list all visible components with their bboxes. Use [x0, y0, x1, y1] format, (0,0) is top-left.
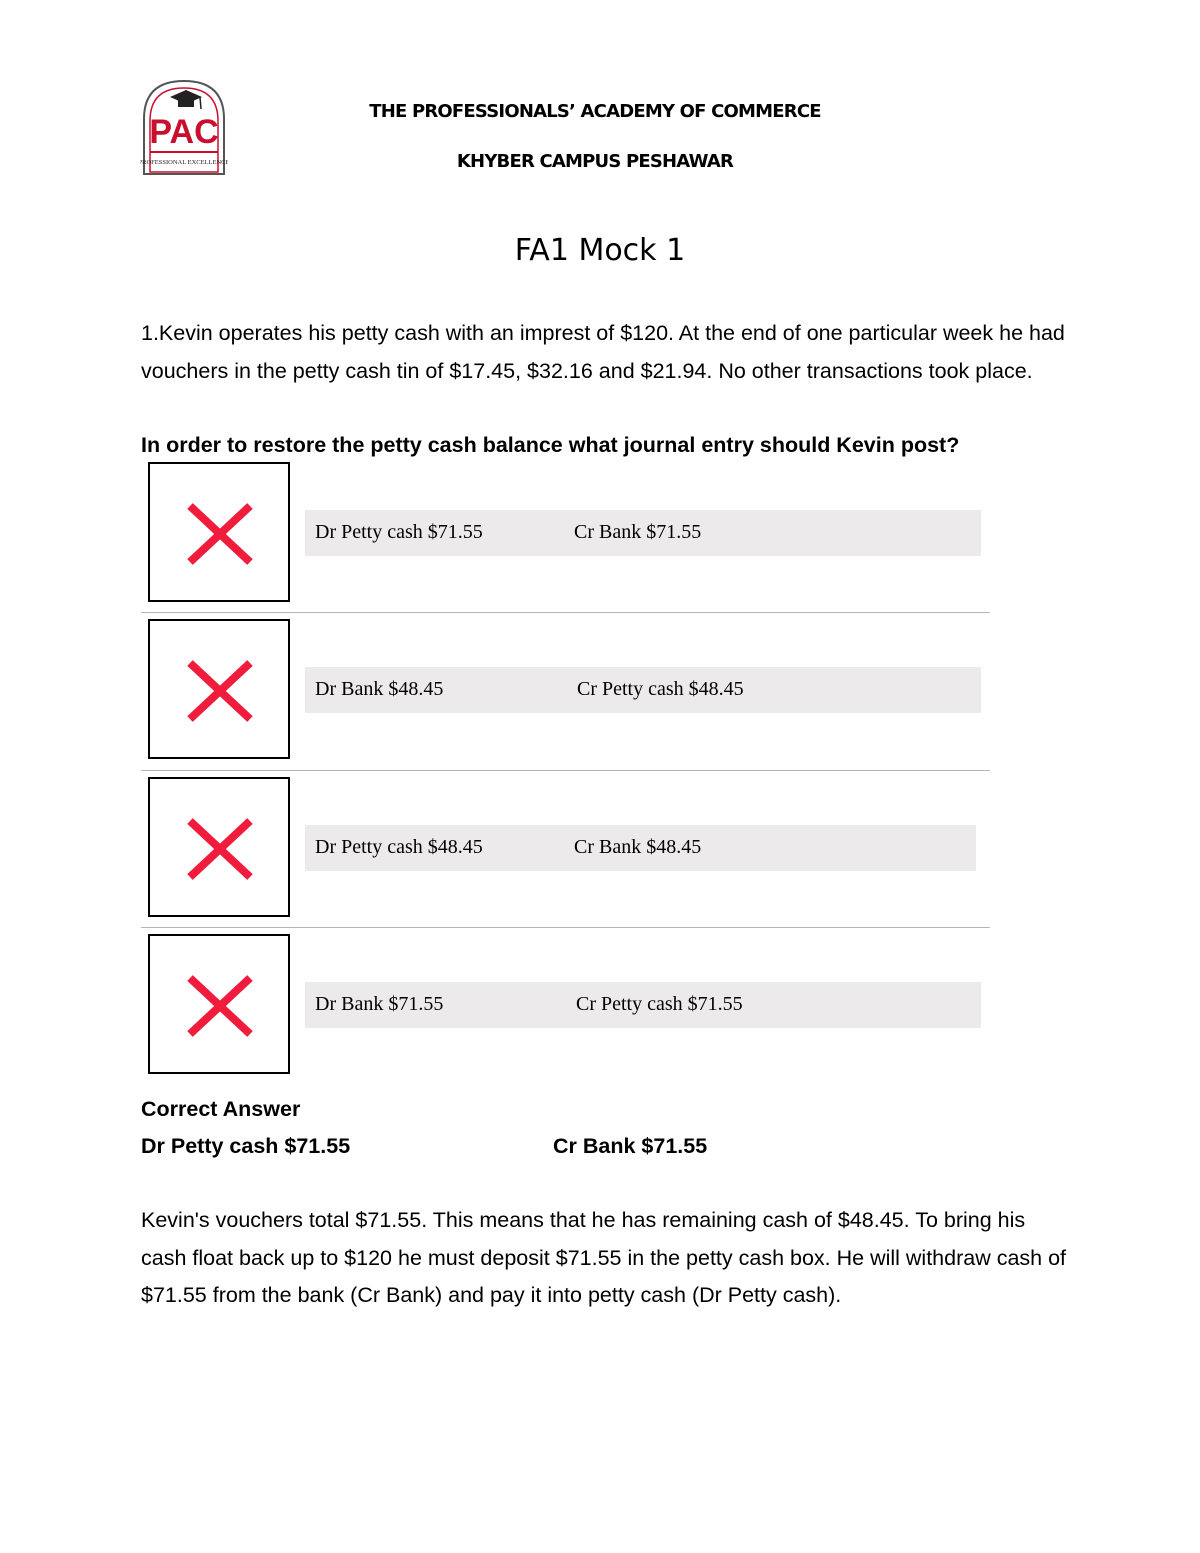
question-text: 1.Kevin operates his petty cash with an imprest of $120. At the end of one particular week he had vouchers in the petty cash tin of $17.45, $32.16 and $21.94. No other transactions took place.	[141, 321, 1065, 383]
option-1-checkbox[interactable]	[148, 462, 290, 602]
option-3-credit: Cr Bank $48.45	[574, 836, 702, 858]
option-1[interactable]	[305, 510, 981, 556]
svg-text:PROFESSIONAL EXCELLENCE: PROFESSIONAL EXCELLENCE	[140, 159, 228, 166]
option-2[interactable]	[305, 667, 981, 713]
cross-icon	[186, 974, 254, 1038]
campus-name: KHYBER CAMPUS PESHAWAR	[456, 151, 734, 172]
correct-answer-credit: Cr Bank $71.55	[553, 1134, 708, 1158]
option-4-credit: Cr Petty cash $71.55	[576, 993, 743, 1015]
option-2-credit: Cr Petty cash $48.45	[577, 678, 744, 700]
option-1-credit: Cr Bank $71.55	[574, 521, 702, 543]
correct-answer-label: Correct Answer	[141, 1097, 301, 1121]
option-3-checkbox[interactable]	[148, 777, 290, 917]
option-1-debit: Dr Petty cash $71.55	[315, 521, 483, 543]
option-4[interactable]	[305, 982, 981, 1028]
svg-text:PAC: PAC	[149, 113, 219, 151]
correct-answer-debit: Dr Petty cash $71.55	[141, 1134, 351, 1158]
cross-icon	[186, 817, 254, 881]
divider	[141, 927, 990, 928]
divider	[141, 612, 990, 613]
cross-icon	[186, 502, 254, 566]
option-3-debit: Dr Petty cash $48.45	[315, 836, 483, 858]
cross-icon	[186, 659, 254, 723]
pac-logo	[140, 79, 228, 175]
divider	[141, 770, 990, 771]
question-prompt: In order to restore the petty cash balance what journal entry should Kevin post?	[141, 433, 960, 457]
page-title: FA1 Mock 1	[514, 233, 686, 268]
answer-explanation: Kevin's vouchers total $71.55. This means that he has remaining cash of $48.45. To bring his cash float back up to $120 he must deposit $71.55 in the petty cash box. He will withdraw cash of $71.55 from the bank (Cr Bank) and pay it into petty cash (Dr Petty cash).	[141, 1208, 1067, 1307]
option-4-checkbox[interactable]	[148, 934, 290, 1074]
option-3[interactable]	[305, 825, 976, 871]
option-4-debit: Dr Bank $71.55	[315, 993, 444, 1015]
option-2-checkbox[interactable]	[148, 619, 290, 759]
academy-name: THE PROFESSIONALS’ ACADEMY OF COMMERCE	[369, 101, 821, 122]
option-2-debit: Dr Bank $48.45	[315, 678, 444, 700]
